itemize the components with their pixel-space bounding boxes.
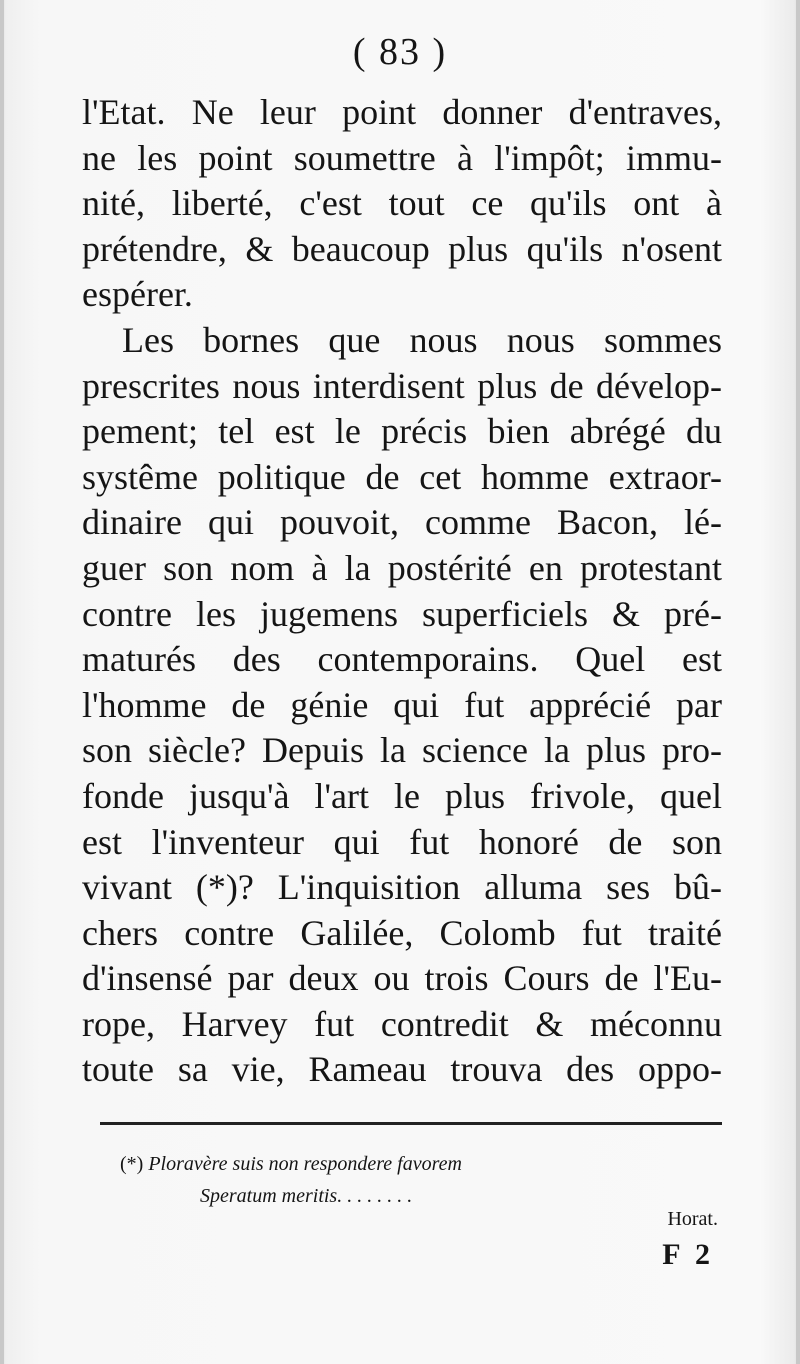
text-line: espérer.	[82, 274, 193, 315]
text-line: d'insensé par deux ou trois Cours de l'Eu-	[82, 958, 722, 999]
footnote-marker: (*)	[120, 1153, 144, 1175]
text-line: chers contre Galilée, Colomb fut traité	[82, 912, 722, 953]
text-line: l'Etat. Ne leur point donner d'entraves,	[82, 92, 722, 132]
text-line: Les bornes que nous nous sommes	[122, 319, 722, 360]
page-left-edge	[0, 0, 4, 1364]
text-line: son siècle? Depuis la science la plus pro-	[82, 730, 722, 771]
text-line: contre les jugemens superficiels & pré-	[82, 593, 722, 634]
text-line: fonde jusqu'à l'art le plus frivole, quel	[82, 775, 722, 816]
text-line: ne les point soumettre à l'impôt; immu-	[82, 137, 722, 178]
text-line: dinaire qui pouvoit, comme Bacon, lé-	[82, 502, 722, 543]
footnote-line-2	[120, 1180, 462, 1212]
text-line: guer son nom à la postérité en protestant	[82, 547, 722, 588]
text-line: vivant (*)? L'inquisition alluma ses bû-	[82, 867, 722, 908]
page-number: ( 83 )	[352, 31, 448, 73]
text-line: prescrites nous interdisent plus de dévelop-	[82, 365, 722, 406]
body-text	[82, 90, 722, 1093]
footnote-attribution: Horat.	[667, 1208, 718, 1230]
text-line: l'homme de génie qui fut apprécié par	[82, 684, 722, 725]
text-line: rope, Harvey fut contredit & méconnu	[82, 1003, 722, 1044]
page-right-edge	[796, 0, 800, 1364]
footnote	[120, 1148, 462, 1212]
footnote-text: Speratum meritis. . . . . . . .	[200, 1185, 413, 1207]
text-line: prétendre, & beaucoup plus qu'ils n'osent	[82, 228, 722, 269]
text-line: nité, liberté, c'est tout ce qu'ils ont à	[82, 183, 722, 224]
text-line: maturés des contemporains. Quel est	[82, 639, 722, 680]
signature-mark: F 2	[662, 1238, 714, 1271]
footnote-text: Ploravère suis non respondere favorem	[148, 1153, 462, 1175]
text-line: systême politique de cet homme extraor-	[82, 456, 722, 497]
footnote-divider	[100, 1122, 722, 1125]
text-line: toute sa vie, Rameau trouva des oppo-	[82, 1049, 722, 1090]
text-line: est l'inventeur qui fut honoré de son	[82, 821, 722, 862]
text-line: pement; tel est le précis bien abrégé du	[82, 411, 722, 452]
footnote-line-1	[120, 1148, 462, 1180]
